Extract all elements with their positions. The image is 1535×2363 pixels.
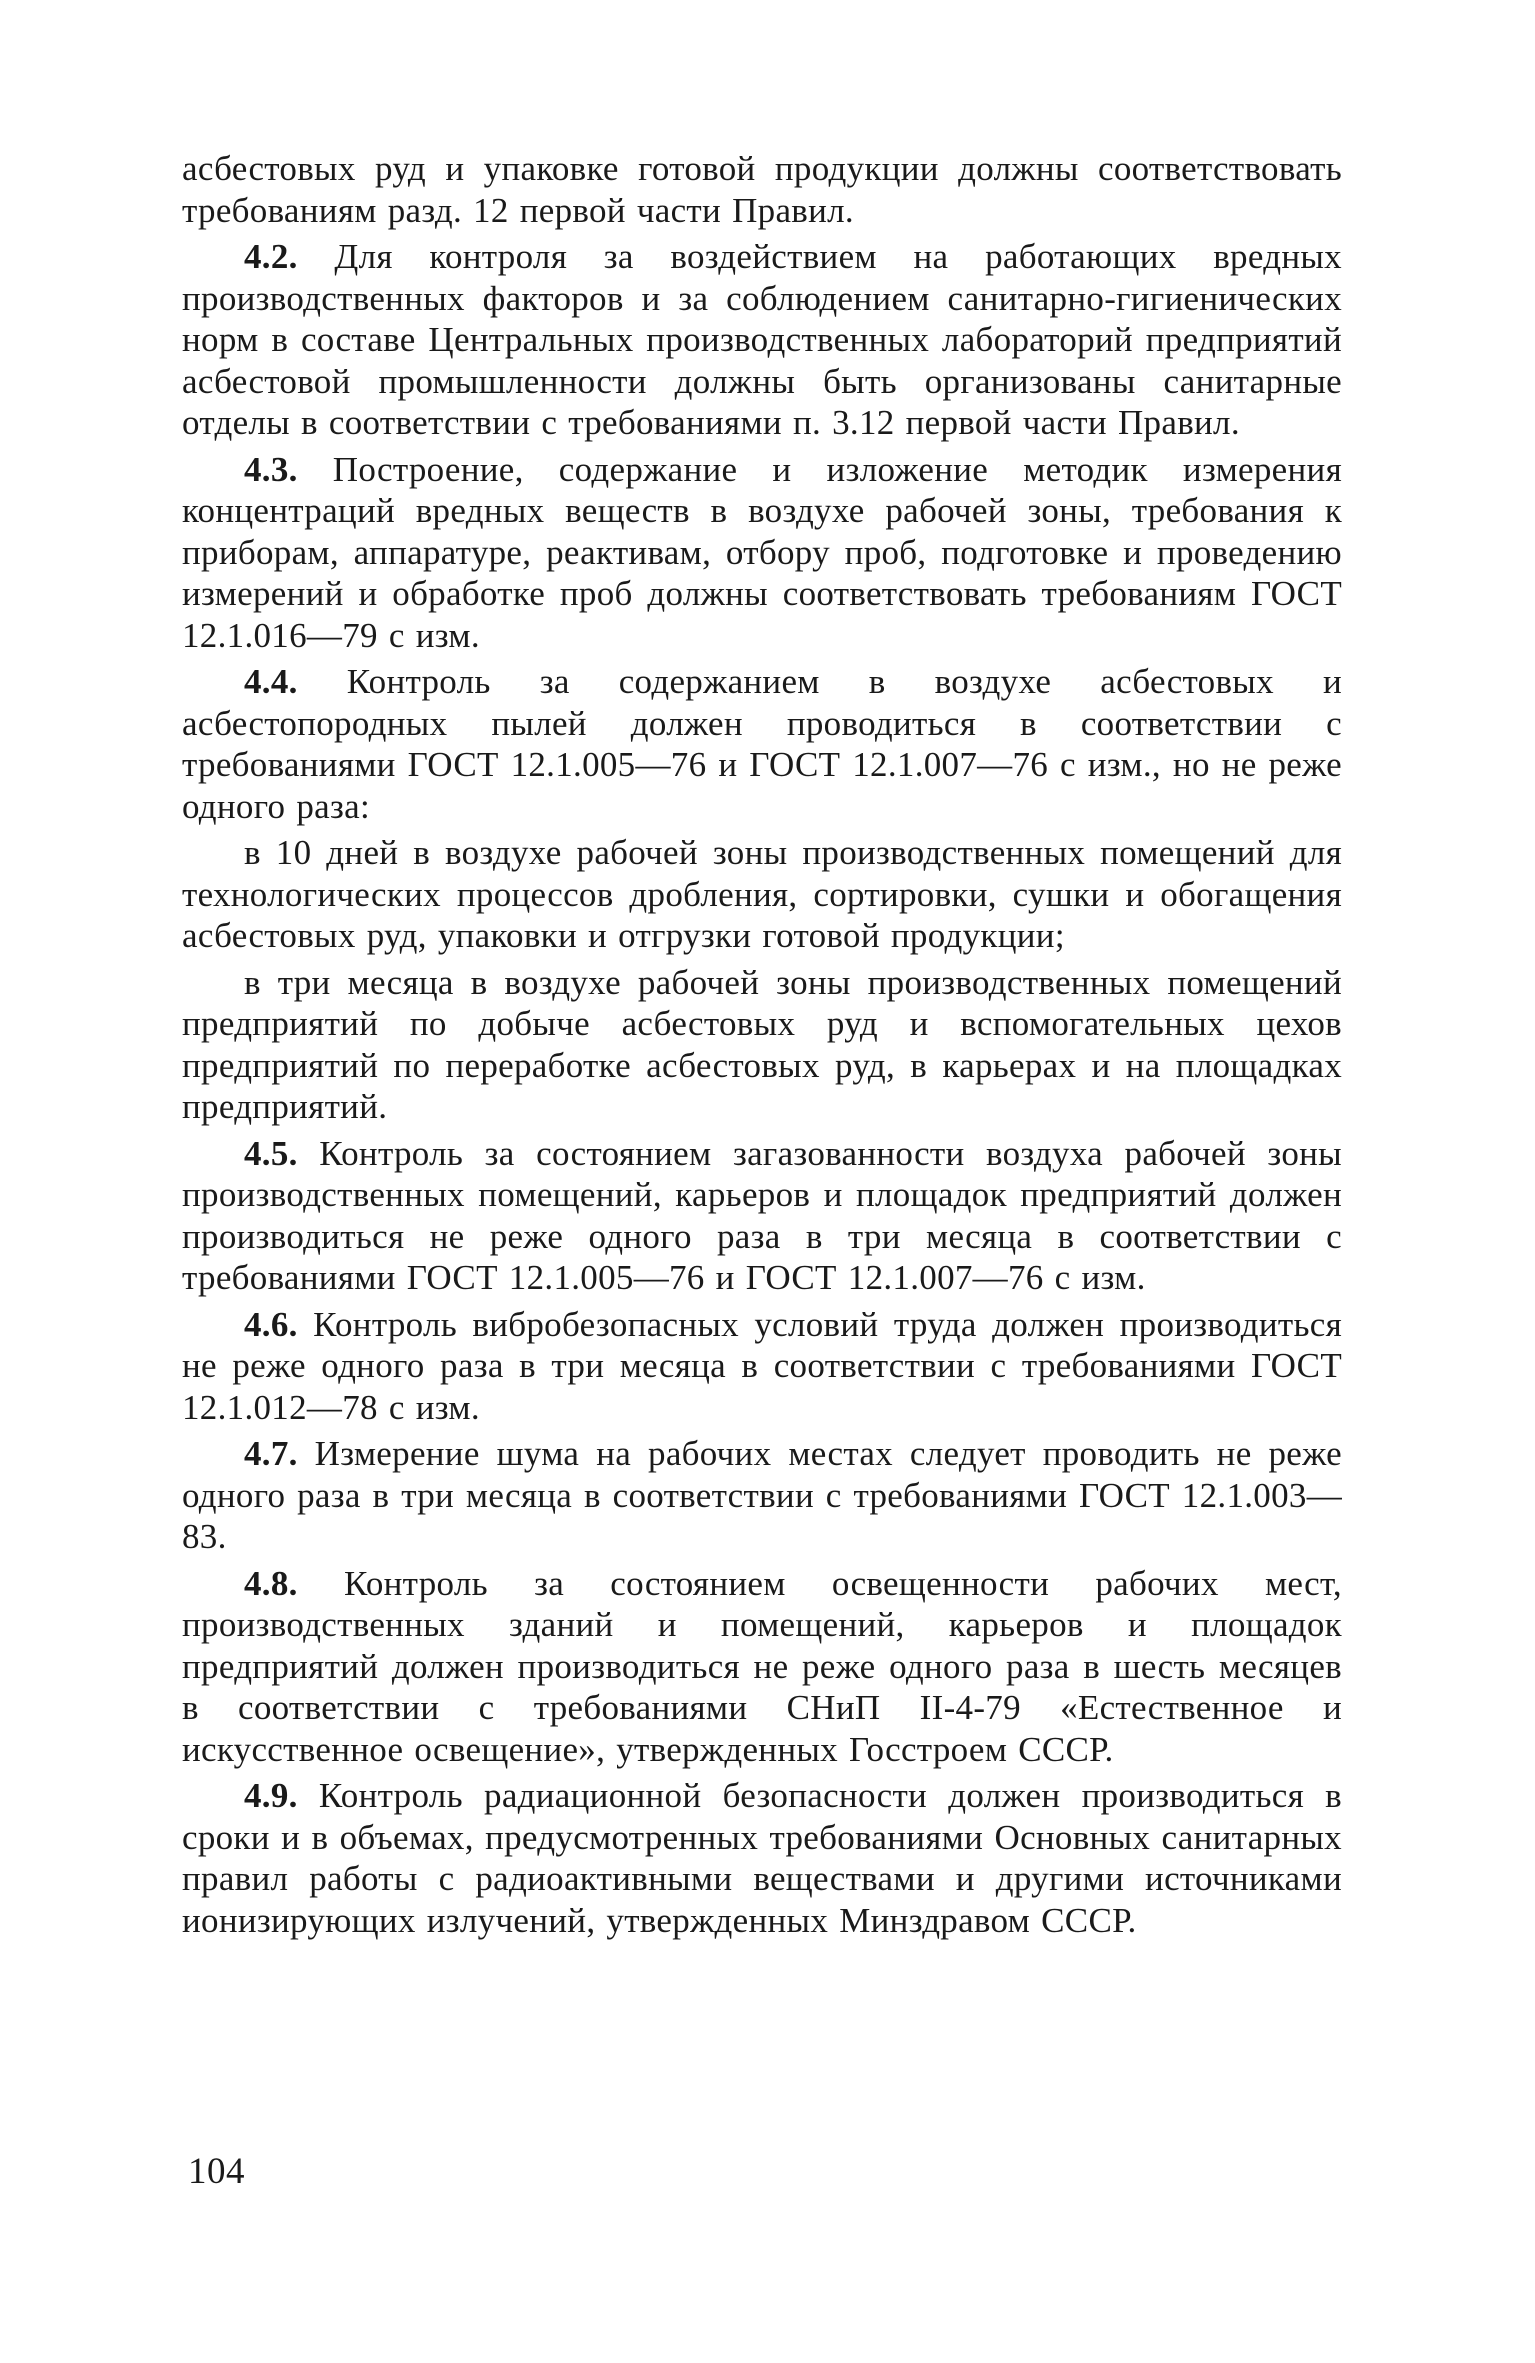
paragraph-4-3 bbox=[182, 449, 1342, 657]
paragraph-number: 4.4. bbox=[244, 662, 298, 701]
paragraph-text: Для контроля за воздействием на работающих вредных производственных факторов и за соблюдением санитарно-гигиенических норм в составе Центральных производственных лабораторий предприятий асбестовой промышленности должны быть организованы санитарные отделы в соответствии с требованиями п. 3.12 первой части Правил. bbox=[182, 237, 1342, 442]
paragraph-number: 4.2. bbox=[244, 237, 298, 276]
paragraph-text: Контроль радиационной безопасности должен производиться в сроки и в объемах, предусмотренных требованиями Основных санитарных правил работы с радиоактивными веществами и другими источниками ионизирующих излучений, утвержденных Минздравом СССР. bbox=[182, 1776, 1342, 1940]
paragraph-4-8 bbox=[182, 1563, 1342, 1771]
paragraph-number: 4.5. bbox=[244, 1133, 298, 1173]
paragraph-number: 4.8. bbox=[244, 1563, 298, 1603]
page-number: 104 bbox=[188, 2151, 245, 2192]
paragraph-4-7 bbox=[182, 1433, 1342, 1558]
paragraph-number: 4.9. bbox=[244, 1776, 298, 1815]
paragraph-number: 4.3. bbox=[244, 449, 298, 489]
paragraph-number: 4.7. bbox=[244, 1434, 298, 1473]
paragraph-text: асбестовых руд и упаковке готовой продукции должны соответствовать требованиям разд. 12 первой части Правил. bbox=[182, 149, 1342, 230]
paragraph-text: Контроль за состоянием загазованности воздуха рабочей зоны производственных помещений, карьеров и площадок предприятий должен производиться не реже одного раза в три месяца в соответствии с требованиями ГОСТ 12.1.005—76 и ГОСТ 12.1.007—76 с изм. bbox=[182, 1133, 1342, 1297]
paragraph-text: Контроль за содержанием в воздухе асбестовых и асбестопородных пылей должен проводиться в соответствии с требованиями ГОСТ 12.1.005—76 и ГОСТ 12.1.007—76 с изм., но не реже одного раза: bbox=[182, 662, 1342, 826]
paragraph-text: Контроль вибробезопасных условий труда должен производиться не реже одного раза в три месяца в соответствии с требованиями ГОСТ 12.1.012—78 с изм. bbox=[182, 1304, 1343, 1427]
paragraph-text: в три месяца в воздухе рабочей зоны производственных помещений предприятий по добыче асбестовых руд и вспомогательных цехов предприятий по переработке асбестовых руд, в карьерах и на площадках предприятий. bbox=[182, 962, 1342, 1126]
paragraph-text: Построение, содержание и изложение методик измерения концентраций вредных веществ в воздухе рабочей зоны, требования к приборам, аппаратуре, реактивам, отбору проб, подготовке и проведению измерений и обработке проб должны соответствовать требованиям ГОСТ 12.1.016—79 с изм. bbox=[182, 449, 1342, 655]
paragraph-4-5 bbox=[182, 1133, 1342, 1299]
paragraph-text: в 10 дней в воздухе рабочей зоны производственных помещений для технологических процессов дробления, сортировки, сушки и обогащения асбестовых руд, упаковки и отгрузки готовой продукции; bbox=[182, 833, 1342, 955]
paragraph-text: Контроль за состоянием освещенности рабочих мест, производственных зданий и помещений, карьеров и площадок предприятий должен производиться не реже одного раза в шесть месяцев в соответствии с требованиями СНиП II-4-79 «Естественное и искусственное освещение», утвержденных Госстроем СССР. bbox=[182, 1563, 1342, 1769]
paragraph-continuation bbox=[182, 148, 1342, 231]
paragraph-4-6 bbox=[182, 1304, 1342, 1429]
document-page bbox=[182, 148, 1342, 1946]
paragraph-4-4-item-1 bbox=[182, 832, 1342, 957]
paragraph-4-9 bbox=[182, 1775, 1342, 1941]
paragraph-number: 4.6. bbox=[244, 1304, 298, 1344]
paragraph-4-4-item-2 bbox=[182, 962, 1342, 1128]
paragraph-4-4 bbox=[182, 661, 1342, 827]
paragraph-text: Измерение шума на рабочих местах следует проводить не реже одного раза в три месяца в соответствии с требованиями ГОСТ 12.1.003—83. bbox=[182, 1434, 1342, 1556]
paragraph-4-2 bbox=[182, 236, 1342, 444]
